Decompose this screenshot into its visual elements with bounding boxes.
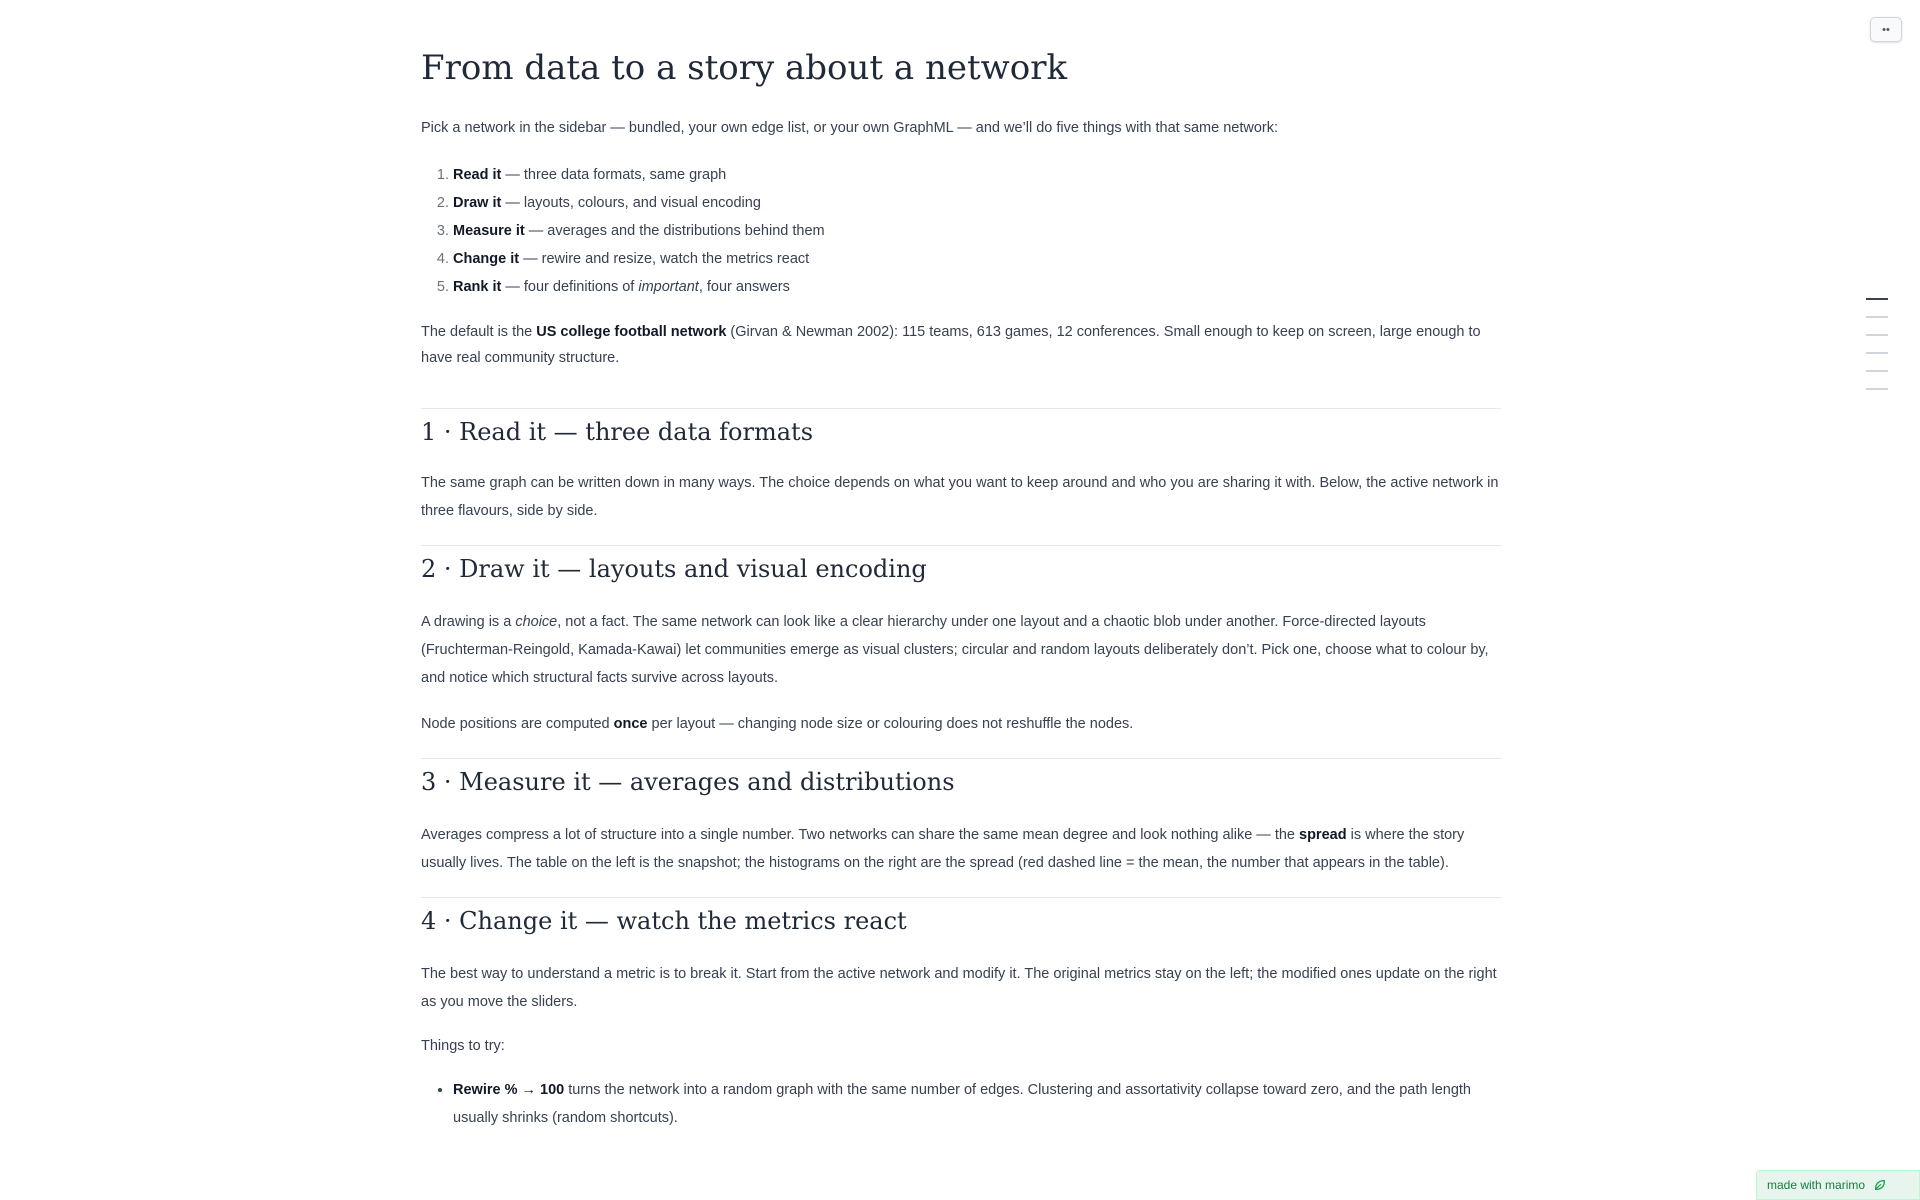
toc-item-draw[interactable] <box>1866 334 1888 336</box>
list-item: 2. Draw it — layouts, colours, and visual encoding <box>453 189 1501 217</box>
list-item: 4. Change it — rewire and resize, watch the metrics react <box>453 245 1501 273</box>
default-network-note: The default is the US college football network (Girvan & Newman 2002): 115 teams, 613 games, 12 conferences. Small enough to keep on screen, large enough to have real community structure. <box>421 324 1481 366</box>
ellipsis-icon: •• <box>1882 23 1890 36</box>
leaf-icon <box>1873 1178 1887 1192</box>
table-of-contents <box>1866 298 1888 406</box>
section-heading: 2 · Draw it — layouts and visual encoding <box>421 555 927 583</box>
toc-item-measure[interactable] <box>1866 352 1888 354</box>
toc-item-intro[interactable] <box>1866 298 1888 300</box>
toc-item-change[interactable] <box>1866 370 1888 372</box>
list-item: 5. Rank it — four definitions of important, four answers <box>453 273 1501 301</box>
list-item: • Rewire % → 100 turns the network into a random graph with the same number of edges. Clustering and assortativity collapse toward zero, and the path length usually shrinks (random shortcuts). <box>453 1076 1501 1132</box>
section-change-it <box>421 898 1501 1132</box>
list-item: 1. Read it — three data formats, same graph <box>453 161 1501 189</box>
made-with-marimo-label: made with marimo <box>1767 1178 1866 1192</box>
steps-list <box>421 161 1501 301</box>
section-paragraph: Node positions are computed once per layout — changing node size or colouring does not reshuffle the nodes. <box>421 716 1134 732</box>
section-paragraph: The same graph can be written down in many ways. The choice depends on what you want to keep around and who you are sharing it with. Below, the active network in three flavours, side by side. <box>421 475 1499 519</box>
section-paragraph: A drawing is a choice, not a fact. The same network can look like a clear hierarchy under one layout and a chaotic blob under another. Force-directed layouts (Fruchterman-Reingold, Kamada-Kawai) let communities emerge as visual clusters; circular and random layouts deliberately don’t. Pick one, choose what to colour by, and notice which structural facts survive across layouts. <box>421 614 1489 686</box>
section-heading: 1 · Read it — three data formats <box>421 418 814 446</box>
page-title: From data to a story about a network <box>421 48 1068 88</box>
intro-paragraph: Pick a network in the sidebar — bundled, your own edge list, or your own GraphML — and we’ll do five things with that same network: <box>421 120 1279 136</box>
notebook-content <box>421 0 1501 1132</box>
things-to-try-list <box>421 1076 1501 1132</box>
section-draw-it <box>421 546 1501 738</box>
section-heading: 3 · Measure it — averages and distributions <box>421 768 955 796</box>
section-paragraph: The best way to understand a metric is to break it. Start from the active network and modify it. The original metrics stay on the left; the modified ones update on the right as you move the sliders. <box>421 966 1497 1010</box>
made-with-marimo-badge[interactable] <box>1756 1170 1920 1200</box>
section-heading: 4 · Change it — watch the metrics react <box>421 907 907 935</box>
list-item: 3. Measure it — averages and the distributions behind them <box>453 217 1501 245</box>
things-to-try-label: Things to try: <box>421 1038 505 1054</box>
section-measure-it <box>421 759 1501 877</box>
notebook-menu-button[interactable] <box>1870 17 1902 42</box>
section-paragraph: Averages compress a lot of structure into a single number. Two networks can share the same mean degree and look nothing alike — the spread is where the story usually lives. The table on the left is the snapshot; the histograms on the right are the spread (red dashed line = the mean, the number that appears in the table). <box>421 827 1465 871</box>
toc-item-rank[interactable] <box>1866 388 1888 390</box>
toc-item-read[interactable] <box>1866 316 1888 318</box>
section-read-it <box>421 409 1501 525</box>
